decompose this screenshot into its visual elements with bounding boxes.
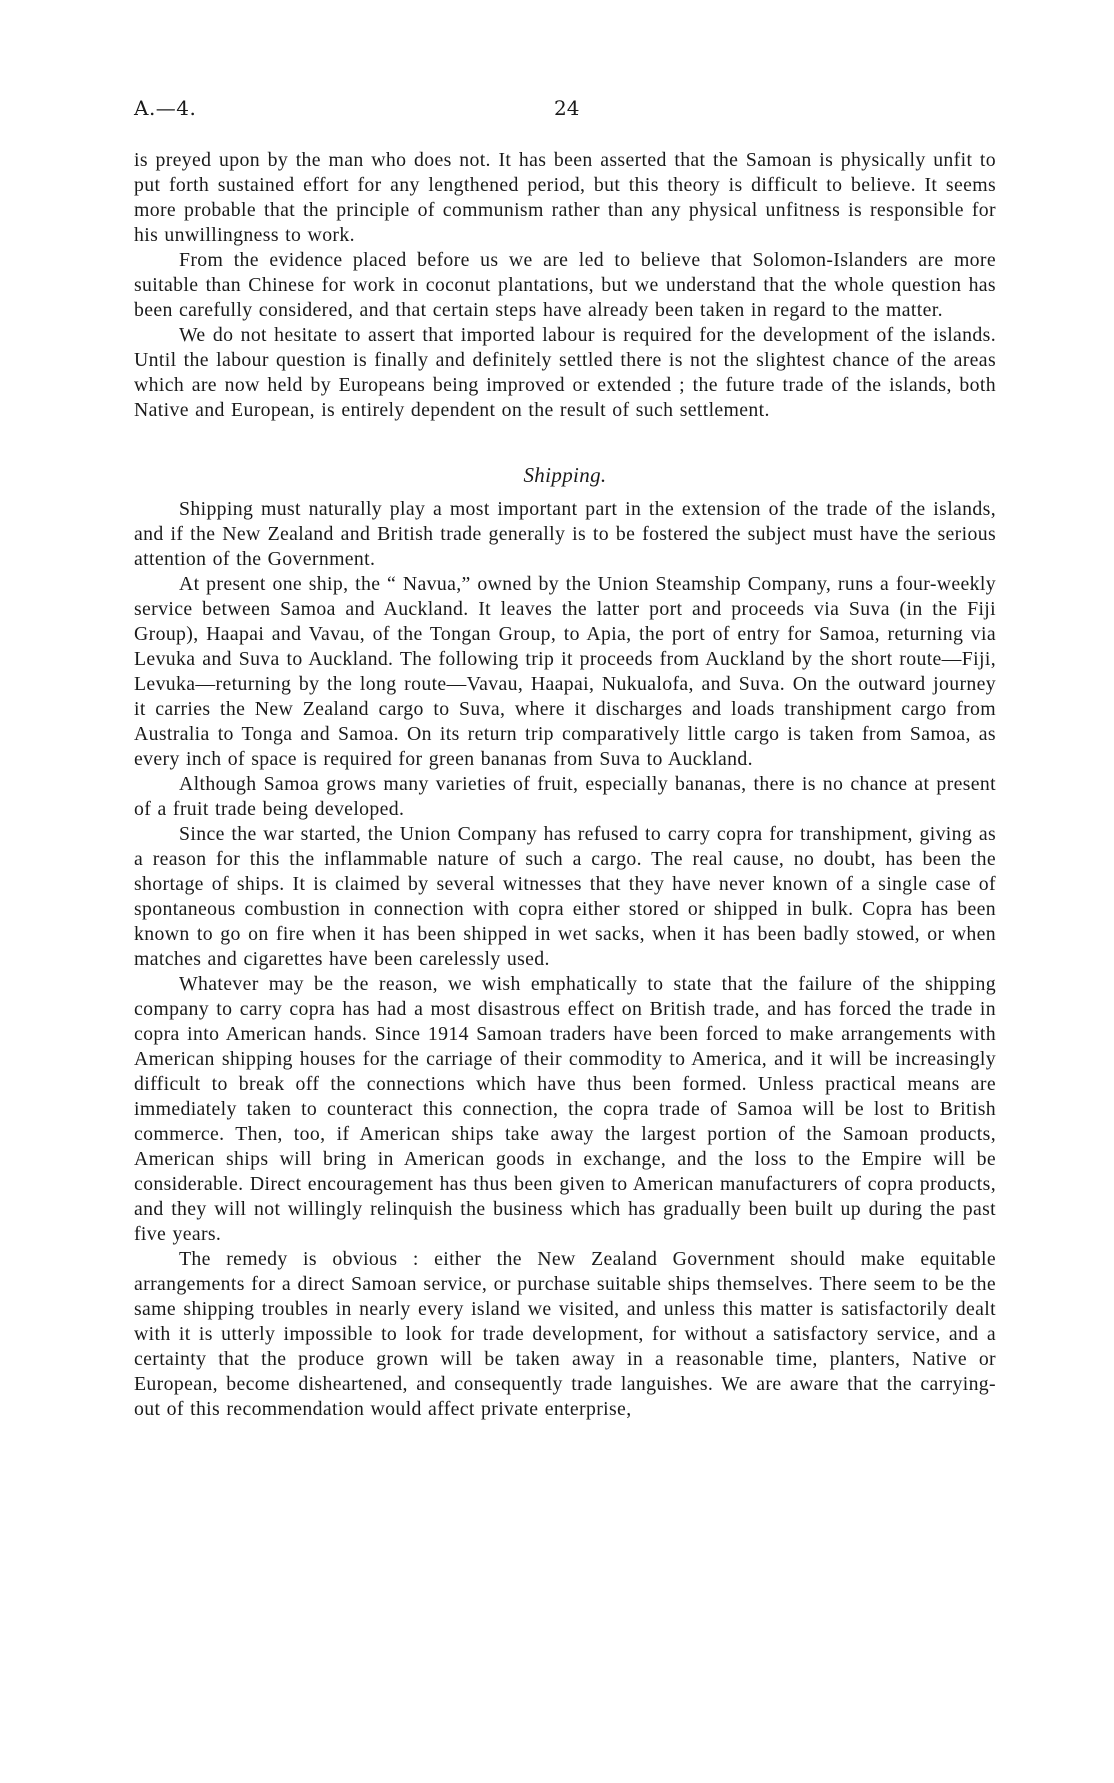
page-header	[134, 96, 996, 126]
section-heading: Shipping.	[523, 463, 607, 487]
paragraph: Since the war started, the Union Company has refused to carry copra for transhipment, giving as a reason for this the inflammable nature of such a cargo. The real cause, no doubt, has been the shortage of ships. It is claimed by several witnesses that they have never known of a single case of spontaneous combustion in connection with copra either stored or shipped in bulk. Copra has been known to go on fire when it has been shipped in wet sacks, when it has been badly stowed, or when matches and cigarettes have been carelessly used.	[134, 823, 996, 970]
paragraph: At present one ship, the “ Navua,” owned by the Union Steamship Company, runs a four-weekly service between Samoa and Auckland. It leaves the latter port and proceeds via Suva (in the Fiji Group), Haapai and Vavau, of the Tongan Group, to Apia, the port of entry for Samoa, returning via Levuka and Suva to Auckland. The following trip it proceeds from Auckland by the short route—Fiji, Levuka—returning by the long route—Vavau, Haapai, Nukualofa, and Suva. On the outward journey it carries the New Zealand cargo to Suva, where it discharges and loads transhipment cargo from Australia to Tonga and Samoa. On its return trip comparatively little cargo is taken from Samoa, as every inch of space is required for green bananas from Suva to Auckland.	[134, 573, 996, 770]
paragraph: From the evidence placed before us we are led to believe that Solomon-Islanders are more suitable than Chinese for work in coconut plantations, but we understand that the whole question has been carefully considered, and that certain steps have already been taken in regard to the matter.	[134, 249, 996, 321]
paragraph: Whatever may be the reason, we wish emphatically to state that the failure of the shipping company to carry copra has had a most disastrous effect on British trade, and has forced the trade in copra into American hands. Since 1914 Samoan traders have been forced to make arrangements with American shipping houses for the carriage of their commodity to America, and it will be increasingly difficult to break off the connections which have thus been formed. Unless practical means are immediately taken to counteract this connection, the copra trade of Samoa will be lost to British commerce. Then, too, if American ships take away the largest portion of the Samoan products, American ships will bring in American goods in exchange, and the loss to the Empire will be considerable. Direct encouragement has thus been given to American manufacturers of copra products, and they will not willingly relinquish the business which has gradually been built up during the past five years.	[134, 973, 996, 1245]
paragraph: Although Samoa grows many varieties of fruit, especially bananas, there is no chance at present of a fruit trade being developed.	[134, 773, 996, 820]
paragraph-continuation: is preyed upon by the man who does not. It has been asserted that the Samoan is physically unfit to put forth sustained effort for any lengthened period, but this theory is difficult to believe. It seems more probable that the principle of communism rather than any physical unfitness is responsible for his unwillingness to work.	[134, 149, 996, 246]
paragraph: We do not hesitate to assert that imported labour is required for the development of the islands. Until the labour question is finally and definitely settled there is not the slightest chance of the areas which are now held by Europeans being improved or extended ; the future trade of the islands, both Native and European, is entirely dependent on the result of such settlement.	[134, 324, 996, 421]
page-number: 24	[554, 96, 580, 120]
body-text	[134, 148, 996, 1422]
document-reference: A.—4.	[134, 96, 197, 120]
paragraph: The remedy is obvious : either the New Zealand Government should make equitable arrangements for a direct Samoan service, or purchase suitable ships themselves. There seem to be the same shipping troubles in nearly every island we visited, and unless this matter is satisfactorily dealt with it is utterly impossible to look for trade development, for without a satisfactory service, and a certainty that the produce grown will be taken away in a reasonable time, planters, Native or European, become disheartened, and consequently trade languishes. We are aware that the carrying-out of this recommendation would affect private enterprise,	[134, 1248, 996, 1420]
paragraph: Shipping must naturally play a most important part in the extension of the trade of the islands, and if the New Zealand and British trade generally is to be fostered the subject must have the serious attention of the Government.	[134, 498, 996, 570]
